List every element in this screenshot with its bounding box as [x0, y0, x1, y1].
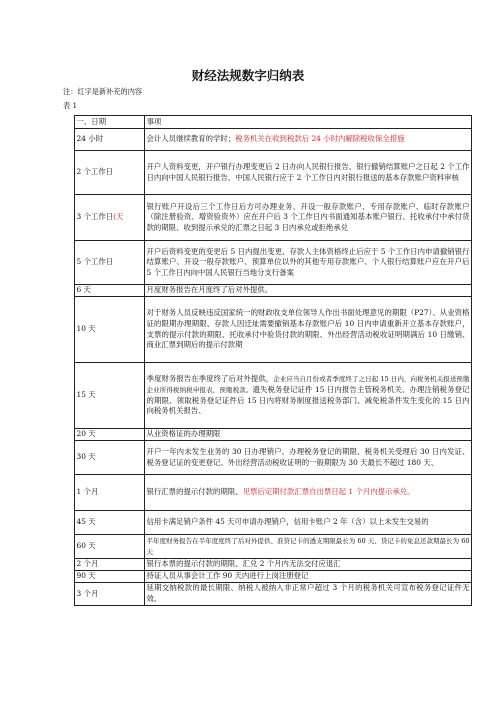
row-period: 45 天	[75, 511, 145, 535]
note-text: 注：红字是新补充的内容	[63, 87, 143, 96]
row-period: 3 个工作日(天	[75, 195, 145, 241]
row-matter: 季度财务报告在季度终了后对外提供，企业应当自月份或者季度终了之日起 15 日内，向税务机关报送预缴企业所得税纳税申报表，预缴税款。遗失税务登记证件 15 日内报告主管税务机关、办理注销税务登记的期限、领取税务登记证件后 15 日内将财务制度报送税务部门、减免税条件发生变化的 15 日内向税务机关报告、	[145, 363, 472, 429]
row-matter: 持证人员从事会计工作 90 天内进行上岗注册登记	[145, 571, 472, 583]
table-row	[75, 241, 472, 285]
row-matter: 银行本票的提示付款的期限、汇兑 2 个月内无法交付应退汇	[145, 559, 472, 571]
row-period: 5 个工作日	[75, 241, 145, 285]
row-matter: 会计人员继续教育的学时；税务机关在收到税款后 24 小时内解除税收保全措施	[145, 129, 472, 151]
table-row	[75, 297, 472, 363]
row-period: 1 个月	[75, 475, 145, 511]
table-row	[75, 285, 472, 297]
table-row	[75, 129, 472, 151]
row-period: 20 天	[75, 429, 145, 441]
row-matter: 银行账户开设后三个工作日后方可办理业务、开设一般存款账户、专用存款账户、临时存款账户（除注册验资、增资验资外）应在开户后 3 个工作日内书面通知基本账户银行、托收承付中承付货款的期限、收到提示承兑的汇票之日起 3 日内承兑或拒绝承兑	[145, 195, 472, 241]
row-matter: 从业资格证的办理期限	[145, 429, 472, 441]
table-row	[75, 475, 472, 511]
row-matter: 信用卡满足销户条件 45 天可申请办理销户，信用卡账户 2 年（含）以上未发生交易的	[145, 511, 472, 535]
row-period: 15 天	[75, 363, 145, 429]
row-matter: 开户后资料变更的变更后 5 日内提出变更、存款人主体资格终止后应于 5 个工作日内申请撤销银行结算账户、开设一般存款账户、预算单位以外的其他专用存款账户、个人银行结算账户应在开户后 5 个工作日内向中国人民银行当地分支行备案	[145, 241, 472, 285]
table-row	[75, 441, 472, 475]
table-row	[75, 151, 472, 195]
table-label: 表 1	[63, 101, 78, 110]
row-period: 10 天	[75, 297, 145, 363]
row-matter: 对于财务人员反映违反国家统一的财政收支单位领导人作出书面处理意见的期限（P27）、从业资格证的限期办理期限、存款人因迁址需要撤销基本存款账户后 10 日内申请重新开立基本存款账户，支票的提示付款的期限、托收承付中验货付款的期限、外出经营活动税收证明期满后 10 日缴销、商业汇票到期后的提示付款期	[145, 297, 472, 363]
table-row	[75, 571, 472, 583]
table-row	[75, 511, 472, 535]
table-row	[75, 559, 472, 571]
row-matter: 开户一年内未发生业务的 30 日办理销户、办理税务登记的期限、税务机关受理后 30 日内发证、税务登记证的变更登记、外出经营活动税收证明的一般期限为 30 天最长不超过 180 天、	[145, 441, 472, 475]
row-matter: 延期交纳税款的最长期限、纳税人被纳入非正常户超过 3 个月的税务机关可宣布税务登记证件无效、	[145, 583, 472, 606]
table-row	[75, 583, 472, 606]
row-period: 24 小时	[75, 129, 145, 151]
date-summary-table	[74, 115, 472, 606]
table-row	[75, 429, 472, 441]
table-row	[75, 195, 472, 241]
row-period: 2 个月	[75, 559, 145, 571]
row-matter: 银行汇票的提示付款的期限、见票后定期付款汇票自出票日起 1 个月内提示承兑。	[145, 475, 472, 511]
table-row	[75, 363, 472, 429]
row-matter: 月度财务报告在月度终了后对外提供。	[145, 285, 472, 297]
row-period: 60 天	[75, 535, 145, 559]
row-matter: 半年度财务报告在半年度度终了后对外提供、准贷记卡的透支期限最长为 60 天、贷记卡的免息还款期最长为 60 天	[145, 535, 472, 559]
row-period: 2 个工作日	[75, 151, 145, 195]
row-matter: 开户人资料变更，开户银行办理变更后 2 日办向人民银行报告、银行撤销结算账户之日起 2 个工作日内向中国人民银行报告、中国人民银行应于 2 个工作日内对银行报送的基本存款账户资料审核	[145, 151, 472, 195]
row-period: 3 个月	[75, 583, 145, 606]
table-header-row	[75, 116, 472, 129]
row-period: 30 天	[75, 441, 145, 475]
table-row	[75, 535, 472, 559]
document-title: 财经法规数字归纳表	[191, 68, 305, 83]
row-period: 90 天	[75, 571, 145, 583]
header-date: 一、日期	[75, 116, 145, 129]
header-matter: 事项	[145, 116, 472, 129]
row-period: 6 天	[75, 285, 145, 297]
